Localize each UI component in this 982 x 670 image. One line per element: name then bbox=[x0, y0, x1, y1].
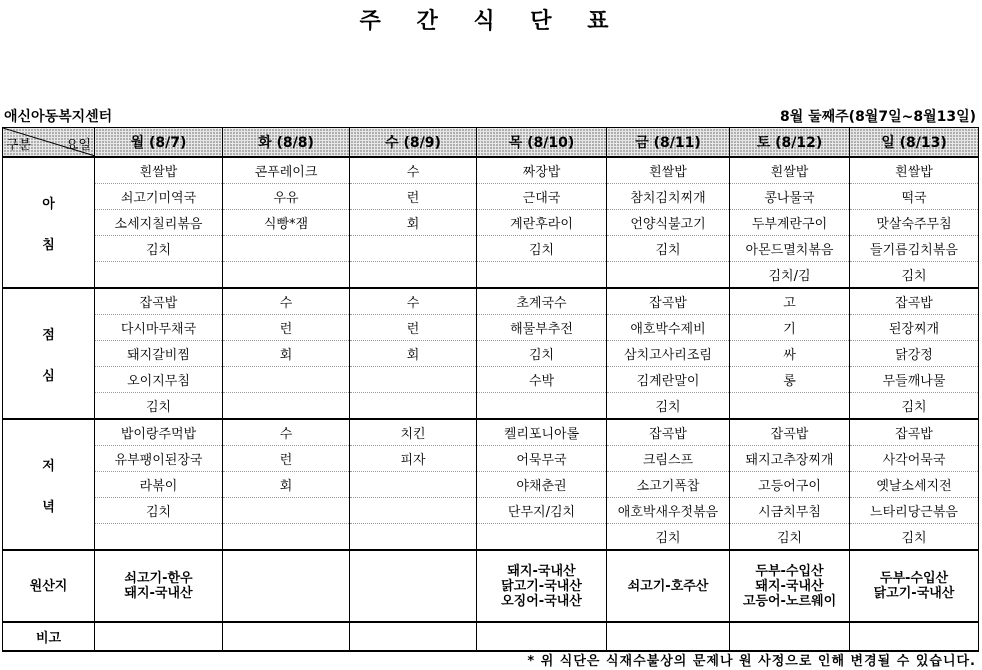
menu-item: 롱 bbox=[730, 367, 850, 393]
menu-item: 흰쌀밥 bbox=[850, 157, 979, 184]
menu-item: 김치 bbox=[850, 524, 979, 551]
menu-item: 잡곡밥 bbox=[730, 419, 850, 446]
menu-item: 오이지무침 bbox=[95, 367, 223, 393]
menu-item bbox=[223, 236, 350, 262]
menu-item: 수 bbox=[223, 288, 350, 315]
menu-item: 우유 bbox=[223, 184, 350, 210]
remark-cell bbox=[607, 622, 730, 651]
remark-cell bbox=[850, 622, 979, 651]
menu-item bbox=[350, 367, 477, 393]
weekly-menu-table bbox=[2, 127, 979, 652]
menu-row bbox=[3, 419, 979, 446]
menu-item: 김계란말이 bbox=[607, 367, 730, 393]
day-header: 토 (8/12) bbox=[730, 128, 850, 158]
menu-item bbox=[350, 498, 477, 524]
menu-item: 김치 bbox=[607, 393, 730, 420]
menu-item: 흰쌀밥 bbox=[730, 157, 850, 184]
page-title: 주 간 식 단 표 bbox=[359, 9, 623, 34]
meal-label bbox=[3, 419, 95, 550]
menu-item: 닭강정 bbox=[850, 341, 979, 367]
menu-item bbox=[477, 524, 607, 551]
menu-item: 해물부추전 bbox=[477, 315, 607, 341]
meal-label-char: 침 bbox=[42, 237, 55, 253]
day-header: 일 (8/13) bbox=[850, 128, 979, 158]
menu-item: 런 bbox=[350, 315, 477, 341]
menu-item: 수박 bbox=[477, 367, 607, 393]
header-row bbox=[3, 128, 979, 158]
origin-cell bbox=[607, 550, 730, 622]
menu-item: 김치 bbox=[95, 498, 223, 524]
menu-item: 잡곡밥 bbox=[607, 419, 730, 446]
origin-cell bbox=[95, 550, 223, 622]
origin-cell bbox=[850, 550, 979, 622]
origin-line: 오징어-국내산 bbox=[501, 593, 582, 609]
menu-item: 김치 bbox=[607, 236, 730, 262]
meal-label bbox=[3, 288, 95, 419]
menu-item: 떡국 bbox=[850, 184, 979, 210]
menu-item bbox=[95, 524, 223, 551]
menu-item: 김치 bbox=[730, 524, 850, 551]
menu-item: 수 bbox=[350, 288, 477, 315]
meal-label-char: 심 bbox=[42, 368, 55, 384]
origin-line: 닭고기-국내산 bbox=[873, 586, 955, 601]
origin-line: 두부-수입산 bbox=[879, 571, 949, 586]
day-header: 화 (8/8) bbox=[223, 128, 350, 158]
menu-item: 밥이랑주먹밥 bbox=[95, 419, 223, 446]
menu-item bbox=[223, 498, 350, 524]
meal-label-char: 아 bbox=[42, 196, 55, 212]
day-header: 목 (8/10) bbox=[477, 128, 607, 158]
menu-item: 런 bbox=[223, 315, 350, 341]
menu-item: 크림스프 bbox=[607, 446, 730, 472]
corner-label-category: 구분 bbox=[6, 138, 32, 153]
menu-item: 맛살숙주무침 bbox=[850, 210, 979, 236]
day-header: 금 (8/11) bbox=[607, 128, 730, 158]
menu-row bbox=[3, 524, 979, 551]
menu-item: 런 bbox=[350, 184, 477, 210]
menu-item: 김치 bbox=[607, 524, 730, 551]
menu-item: 쇠고기미역국 bbox=[95, 184, 223, 210]
menu-item: 김치/김 bbox=[730, 262, 850, 289]
origin-line: 돼지-국내산 bbox=[507, 563, 576, 579]
remark-cell bbox=[477, 622, 607, 651]
menu-row bbox=[3, 341, 979, 367]
remark-cell bbox=[730, 622, 850, 651]
menu-item: 김치 bbox=[477, 236, 607, 262]
menu-item bbox=[607, 262, 730, 289]
menu-item bbox=[350, 236, 477, 262]
origin-cell bbox=[350, 550, 477, 622]
menu-item: 유부팽이된장국 bbox=[95, 446, 223, 472]
menu-row bbox=[3, 210, 979, 236]
remark-row bbox=[3, 622, 979, 651]
menu-item bbox=[223, 524, 350, 551]
menu-item: 김치 bbox=[850, 262, 979, 289]
menu-row bbox=[3, 367, 979, 393]
remark-cell bbox=[350, 622, 477, 651]
week-label: 8월 둘째주(8월7일~8월13일) bbox=[779, 109, 976, 125]
day-header: 월 (8/7) bbox=[95, 128, 223, 158]
menu-item: 기 bbox=[730, 315, 850, 341]
menu-row bbox=[3, 315, 979, 341]
menu-item: 회 bbox=[223, 341, 350, 367]
origin-label: 원산지 bbox=[3, 550, 95, 622]
menu-item: 콘푸레이크 bbox=[223, 157, 350, 184]
menu-item: 들기름김치볶음 bbox=[850, 236, 979, 262]
menu-item: 야채춘권 bbox=[477, 472, 607, 498]
menu-item: 근대국 bbox=[477, 184, 607, 210]
menu-item: 무들깨나물 bbox=[850, 367, 979, 393]
menu-item: 잡곡밥 bbox=[95, 288, 223, 315]
origin-line: 두부-수입산 bbox=[755, 563, 824, 579]
menu-item: 김치 bbox=[477, 341, 607, 367]
menu-item: 김치 bbox=[95, 236, 223, 262]
menu-row bbox=[3, 184, 979, 210]
origin-line: 돼지-국내산 bbox=[755, 578, 824, 594]
meal-label bbox=[3, 157, 95, 288]
corner-cell bbox=[3, 128, 95, 158]
menu-item bbox=[350, 472, 477, 498]
remark-cell bbox=[95, 622, 223, 651]
origin-line: 닭고기-국내산 bbox=[501, 578, 582, 594]
menu-item: 느타리당근볶음 bbox=[850, 498, 979, 524]
day-header: 수 (8/9) bbox=[350, 128, 477, 158]
menu-item bbox=[223, 367, 350, 393]
corner-label-day: 요일 bbox=[65, 138, 91, 153]
menu-item: 잡곡밥 bbox=[850, 419, 979, 446]
menu-item: 소세지칠리볶음 bbox=[95, 210, 223, 236]
menu-item: 수 bbox=[223, 419, 350, 446]
menu-item: 삼치고사리조림 bbox=[607, 341, 730, 367]
menu-item: 수 bbox=[350, 157, 477, 184]
menu-item: 두부계란구이 bbox=[730, 210, 850, 236]
menu-item: 피자 bbox=[350, 446, 477, 472]
menu-item: 켈리포니아롤 bbox=[477, 419, 607, 446]
menu-item: 회 bbox=[350, 210, 477, 236]
menu-row bbox=[3, 288, 979, 315]
menu-item: 언양식불고기 bbox=[607, 210, 730, 236]
menu-row bbox=[3, 157, 979, 184]
menu-item: 아몬드멸치볶음 bbox=[730, 236, 850, 262]
menu-item bbox=[730, 393, 850, 420]
menu-item: 잡곡밥 bbox=[850, 288, 979, 315]
menu-item: 고 bbox=[730, 288, 850, 315]
origin-line: 쇠고기-한우 bbox=[124, 571, 193, 586]
menu-item: 흰쌀밥 bbox=[95, 157, 223, 184]
menu-item bbox=[350, 524, 477, 551]
menu-item bbox=[95, 262, 223, 289]
footnote: * 위 식단은 식재수불상의 문제나 원 사정으로 인해 변경될 수 있습니다. bbox=[527, 654, 976, 669]
menu-item: 짜장밥 bbox=[477, 157, 607, 184]
menu-item: 회 bbox=[223, 472, 350, 498]
menu-item bbox=[477, 262, 607, 289]
menu-row bbox=[3, 236, 979, 262]
meal-label-char: 저 bbox=[42, 458, 55, 474]
origin-line: 고등어-노르웨이 bbox=[742, 593, 837, 609]
menu-item: 참치김치찌개 bbox=[607, 184, 730, 210]
menu-item: 소고기폭찹 bbox=[607, 472, 730, 498]
menu-item: 단무지/김치 bbox=[477, 498, 607, 524]
menu-item: 김치 bbox=[850, 393, 979, 420]
menu-item: 싸 bbox=[730, 341, 850, 367]
origin-cell bbox=[477, 550, 607, 622]
menu-item: 시금치무침 bbox=[730, 498, 850, 524]
menu-item: 계란후라이 bbox=[477, 210, 607, 236]
origin-row bbox=[3, 550, 979, 622]
remark-cell bbox=[223, 622, 350, 651]
menu-item: 다시마무채국 bbox=[95, 315, 223, 341]
menu-item: 초계국수 bbox=[477, 288, 607, 315]
menu-item: 회 bbox=[350, 341, 477, 367]
menu-item: 된장찌개 bbox=[850, 315, 979, 341]
menu-row bbox=[3, 262, 979, 289]
menu-item: 어묵무국 bbox=[477, 446, 607, 472]
menu-item: 애호박수제비 bbox=[607, 315, 730, 341]
meal-label-char: 녁 bbox=[42, 499, 55, 515]
menu-row bbox=[3, 498, 979, 524]
menu-item: 애호박새우젓볶음 bbox=[607, 498, 730, 524]
menu-item: 김치 bbox=[95, 393, 223, 420]
menu-item: 잡곡밥 bbox=[607, 288, 730, 315]
menu-row bbox=[3, 446, 979, 472]
menu-item bbox=[350, 393, 477, 420]
origin-cell bbox=[730, 550, 850, 622]
menu-item: 고등어구이 bbox=[730, 472, 850, 498]
menu-item: 라볶이 bbox=[95, 472, 223, 498]
origin-line: 돼지-국내산 bbox=[124, 586, 193, 601]
menu-item: 흰쌀밥 bbox=[607, 157, 730, 184]
menu-item: 사각어묵국 bbox=[850, 446, 979, 472]
menu-item: 돼지갈비찜 bbox=[95, 341, 223, 367]
origin-line: 쇠고기-호주산 bbox=[627, 578, 709, 594]
menu-item: 치킨 bbox=[350, 419, 477, 446]
menu-item bbox=[223, 393, 350, 420]
menu-item: 돼지고추장찌개 bbox=[730, 446, 850, 472]
origin-cell bbox=[223, 550, 350, 622]
menu-item bbox=[350, 262, 477, 289]
menu-row bbox=[3, 472, 979, 498]
menu-item bbox=[223, 262, 350, 289]
menu-item: 콩나물국 bbox=[730, 184, 850, 210]
menu-item: 런 bbox=[223, 446, 350, 472]
organization-name: 애신아동복지센터 bbox=[4, 109, 113, 125]
meal-label-char: 점 bbox=[42, 327, 55, 343]
menu-item bbox=[477, 393, 607, 420]
menu-item: 식빵*잼 bbox=[223, 210, 350, 236]
menu-row bbox=[3, 393, 979, 420]
menu-item: 옛날소세지전 bbox=[850, 472, 979, 498]
remark-label: 비고 bbox=[3, 622, 95, 651]
